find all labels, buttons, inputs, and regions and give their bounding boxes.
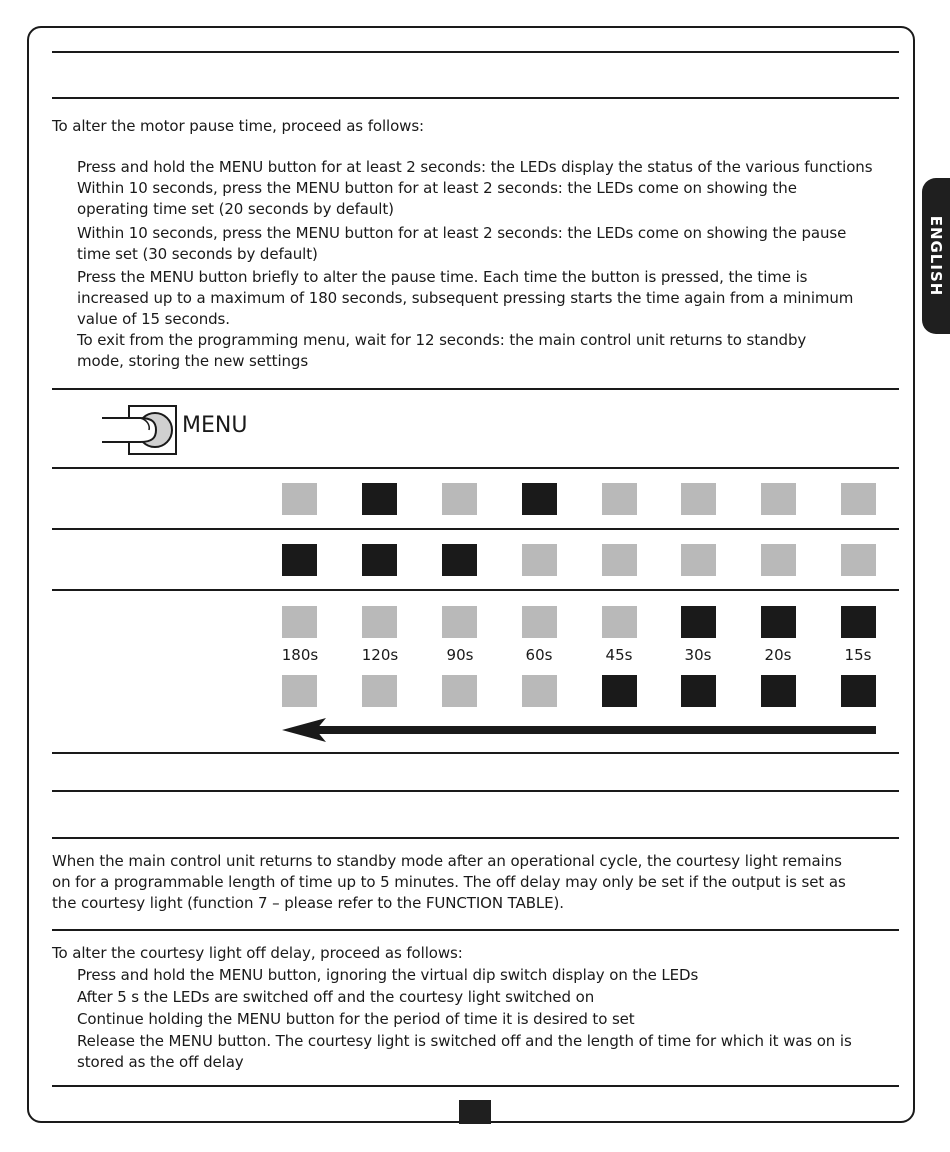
led-off: [841, 483, 876, 515]
led-off: [602, 606, 637, 638]
time-label: 45s: [605, 646, 633, 664]
led-off: [522, 544, 557, 576]
led-off: [761, 544, 796, 576]
led-off: [282, 606, 317, 638]
pause-intro: To alter the motor pause time, proceed as follows:: [52, 117, 424, 135]
led-on: [442, 544, 477, 576]
courtesy-step-4-cont: stored as the off delay: [77, 1053, 244, 1071]
courtesy-step-2: After 5 s the LEDs are switched off and the courtesy light switched on: [77, 988, 595, 1006]
pause-step-2-cont: operating time set (20 seconds by default): [77, 200, 394, 218]
courtesy-description-3: the courtesy light (function 7 – please refer to the FUNCTION TABLE).: [52, 894, 564, 912]
time-label: 60s: [525, 646, 553, 664]
courtesy-description-1: When the main control unit returns to standby mode after an operational cycle, the courtesy light remains: [52, 852, 842, 870]
led-off: [761, 483, 796, 515]
led-on: [602, 675, 637, 707]
courtesy-description-2: on for a programmable length of time up to 5 minutes. The off delay may only be set if the output is set as: [52, 873, 846, 891]
pause-step-5-cont: mode, storing the new settings: [77, 352, 309, 370]
courtesy-step-1: Press and hold the MENU button, ignoring the virtual dip switch display on the LEDs: [77, 966, 699, 984]
led-on: [681, 675, 716, 707]
courtesy-intro: To alter the courtesy light off delay, proceed as follows:: [52, 944, 463, 962]
courtesy-step-3: Continue holding the MENU button for the period of time it is desired to set: [77, 1010, 635, 1028]
led-off: [282, 483, 317, 515]
language-tab[interactable]: [922, 178, 950, 334]
led-on: [522, 483, 557, 515]
led-off: [362, 606, 397, 638]
divider: [52, 467, 899, 469]
led-off: [442, 675, 477, 707]
led-on: [761, 606, 796, 638]
led-on: [282, 544, 317, 576]
led-off: [841, 544, 876, 576]
time-label: 30s: [684, 646, 712, 664]
led-on: [841, 606, 876, 638]
pause-step-4-cont2: value of 15 seconds.: [77, 310, 230, 328]
page-number-marker: [459, 1100, 491, 1124]
divider: [52, 97, 899, 99]
menu-button-icon: [100, 404, 180, 456]
time-label: 20s: [764, 646, 792, 664]
time-label: 90s: [446, 646, 474, 664]
time-label: 180s: [281, 646, 319, 664]
led-off: [522, 606, 557, 638]
arrow-left-icon: [280, 716, 880, 744]
pause-step-4-cont: increased up to a maximum of 180 seconds, subsequent pressing starts the time again from a minimum: [77, 289, 854, 307]
language-tab-label: ENGLISH: [927, 215, 945, 297]
divider: [52, 837, 899, 839]
divider: [52, 51, 899, 53]
pause-step-3-cont: time set (30 seconds by default): [77, 245, 318, 263]
led-on: [362, 544, 397, 576]
divider: [52, 929, 899, 931]
led-off: [362, 675, 397, 707]
led-off: [282, 675, 317, 707]
led-off: [602, 483, 637, 515]
led-on: [362, 483, 397, 515]
pause-step-1: Press and hold the MENU button for at least 2 seconds: the LEDs display the status of the various functions: [77, 158, 873, 176]
led-off: [681, 544, 716, 576]
led-off: [681, 483, 716, 515]
led-off: [442, 606, 477, 638]
led-off: [522, 675, 557, 707]
divider: [52, 752, 899, 754]
time-label: 15s: [844, 646, 872, 664]
divider: [52, 1085, 899, 1087]
led-on: [841, 675, 876, 707]
led-on: [761, 675, 796, 707]
menu-label: MENU: [182, 413, 248, 438]
courtesy-step-4: Release the MENU button. The courtesy light is switched off and the length of time for which it was on is: [77, 1032, 852, 1050]
pause-step-3: Within 10 seconds, press the MENU button for at least 2 seconds: the LEDs come on showing the pause: [77, 224, 847, 242]
led-on: [681, 606, 716, 638]
pause-step-2: Within 10 seconds, press the MENU button for at least 2 seconds: the LEDs come on showing the: [77, 179, 797, 197]
led-off: [442, 483, 477, 515]
divider: [52, 388, 899, 390]
time-label: 120s: [361, 646, 399, 664]
pause-step-5: To exit from the programming menu, wait for 12 seconds: the main control unit returns to standby: [77, 331, 807, 349]
pause-step-4: Press the MENU button briefly to alter the pause time. Each time the button is pressed, the time is: [77, 268, 808, 286]
divider: [52, 589, 899, 591]
led-off: [602, 544, 637, 576]
divider: [52, 790, 899, 792]
divider: [52, 528, 899, 530]
